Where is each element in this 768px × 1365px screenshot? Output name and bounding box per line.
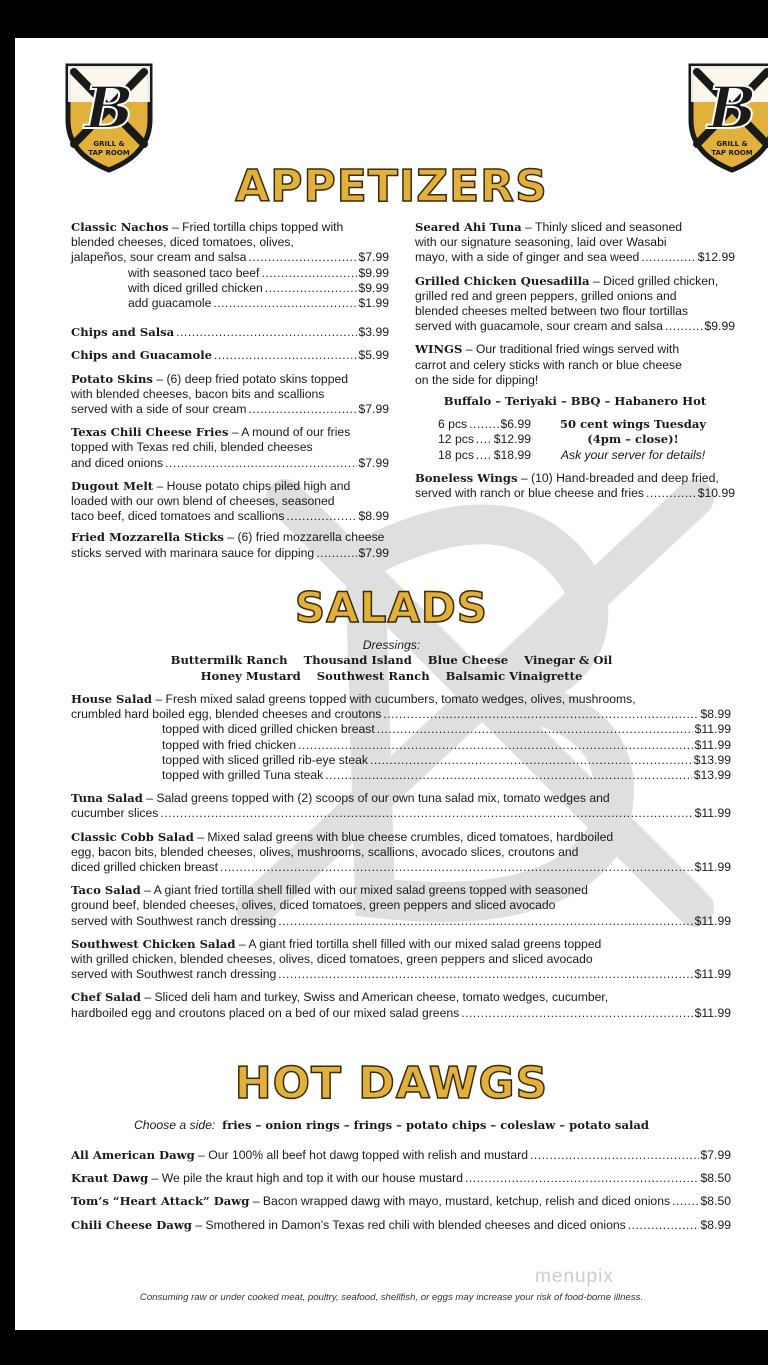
dressing-option: Buttermilk Ranch — [170, 653, 288, 668]
dressings-label: Dressings: — [362, 638, 421, 652]
option-price: $11.99 — [694, 737, 731, 752]
item-name: WINGS — [415, 342, 463, 357]
menu-item-southwest-salad — [71, 937, 731, 983]
item-desc: egg, bacon bits, blended cheeses, olives, mushrooms, scallions, avocado slices, croutons and — [71, 844, 579, 859]
menu-item-kraut-dawg — [71, 1171, 731, 1186]
item-desc: and diced onions — [71, 455, 164, 470]
item-desc: taco beef, diced tomatoes and scallions — [71, 509, 285, 524]
item-price: $5.99 — [358, 348, 389, 363]
item-desc: hardboiled egg and croutons placed on a bed of our mixed salad greens — [71, 1005, 460, 1020]
wing-sizes — [415, 417, 735, 463]
item-desc: sticks served with marinara sauce for dipping — [71, 545, 315, 560]
menu-item-wings — [415, 342, 735, 462]
item-desc: – House potato chips piled high and — [153, 478, 351, 493]
item-name: Chips and Guacamole — [71, 348, 213, 363]
size-price: $18.99 — [493, 447, 531, 462]
dressings-block — [15, 638, 768, 684]
item-desc: served with Southwest ranch dressing — [71, 913, 277, 928]
item-name: Texas Chili Cheese Fries — [71, 425, 229, 440]
logo-line1: GRILL & — [93, 140, 125, 148]
item-name: Chef Salad — [71, 990, 141, 1005]
item-price: $7.99 — [700, 1148, 731, 1162]
wing-flavors: Buffalo – Teriyaki – BBQ – Habanero Hot — [443, 394, 707, 409]
item-desc: diced grilled chicken breast — [71, 860, 219, 875]
menu-item-heart-attack-dawg — [71, 1194, 731, 1209]
item-desc: – Our traditional fried wings served with — [462, 342, 680, 357]
item-name: Classic Nachos — [71, 220, 169, 234]
menupix-watermark: menupix — [535, 1266, 614, 1287]
menu-item-mozzarella-sticks — [71, 530, 389, 560]
item-price: $8.50 — [700, 1171, 731, 1186]
dressing-option: Vinegar & Oil — [524, 653, 613, 668]
dressing-option: Southwest Ranch — [316, 668, 430, 683]
item-desc: – (6) fried mozzarella cheese — [223, 530, 385, 545]
item-name: House Salad — [71, 692, 152, 706]
item-desc: grilled red and green peppers, grilled onions and — [415, 288, 677, 303]
menu-item-chili-cheese-dawg — [71, 1218, 731, 1233]
item-desc: with our signature seasoning, laid over Wasabi — [415, 235, 667, 250]
item-name: Fried Mozzarella Sticks — [71, 530, 224, 545]
item-desc: mayo, with a side of ginger and sea weed — [415, 250, 640, 265]
menu-item-chips-guacamole — [71, 348, 389, 363]
menu-item-quesadilla — [415, 274, 735, 335]
item-price: $11.99 — [694, 967, 731, 982]
item-desc: served with Southwest ranch dressing — [71, 967, 277, 982]
item-desc: – Fried tortilla chips topped with — [168, 220, 344, 234]
item-name: Chili Cheese Dawg — [71, 1217, 192, 1232]
item-desc: on the side for dipping! — [415, 372, 539, 387]
item-desc: crumbled hard boiled egg, blended cheeses and croutons — [71, 707, 382, 722]
item-desc: – Sliced deli ham and turkey, Swiss and American cheese, tomato wedges, cucumber, — [140, 990, 609, 1005]
item-desc: blended cheeses, diced tomatoes, olives, — [71, 235, 294, 250]
option-price: $9.99 — [358, 280, 389, 295]
side-list: fries – onion rings – frings – potato chips – coleslaw – potato salad — [222, 1118, 649, 1132]
item-desc: – A mound of our fries — [228, 425, 351, 440]
logo-line2: TAP ROOM — [88, 149, 130, 157]
item-price: $7.99 — [358, 402, 389, 417]
dressing-option: Honey Mustard — [200, 668, 301, 683]
hot-dawgs-list — [71, 1148, 731, 1233]
hot-dawgs-title: HOT DAWGS — [234, 1058, 549, 1109]
item-name: All American Dawg — [71, 1148, 195, 1162]
logo-letter: B — [707, 74, 757, 142]
menu-item-chili-fries — [71, 425, 389, 471]
option-label: topped with grilled Tuna steak — [162, 768, 324, 783]
item-name: Chips and Salsa — [71, 325, 175, 340]
item-price: $8.99 — [700, 1217, 731, 1232]
item-desc: – Our 100% all beef hot dawg topped with relish and mustard — [194, 1148, 529, 1162]
side-label: Choose a side: — [134, 1118, 216, 1132]
item-desc: blended cheeses melted between two flour tortillas — [415, 304, 689, 319]
menu-item-boneless-wings — [415, 471, 735, 501]
item-price: $11.99 — [694, 1005, 731, 1020]
option-label: topped with diced grilled chicken breast — [162, 722, 375, 737]
item-desc: – Salad greens topped with (2) scoops of our own tuna salad mix, tomato wedges and — [142, 791, 610, 806]
dressing-option: Blue Cheese — [427, 653, 509, 668]
item-price: $11.99 — [694, 806, 731, 821]
item-desc: – Bacon wrapped dawg with mayo, mustard, ketchup, relish and diced onions — [249, 1194, 671, 1209]
item-desc: with grilled chicken, blended cheeses, olives, diced tomatoes, green peppers and sliced avocado — [71, 952, 593, 967]
menu-item-chef-salad — [71, 990, 731, 1020]
size-price: $12.99 — [493, 432, 531, 447]
brand-logo-left — [60, 58, 158, 174]
item-price: $8.50 — [700, 1194, 731, 1209]
item-desc: with blended cheeses, bacon bits and scallions — [71, 386, 325, 401]
menu-item-tuna-salad — [71, 791, 731, 821]
item-price: $3.99 — [358, 325, 389, 340]
brand-logo-right — [683, 58, 768, 174]
option-price: $13.99 — [693, 768, 731, 783]
item-price: $10.99 — [697, 486, 735, 501]
menu-page — [15, 38, 768, 1330]
item-desc: – Smothered in Damon’s Texas red chili with blended cheeses and diced onions — [191, 1217, 626, 1232]
item-desc: – We pile the kraut high and top it with our house mustard — [148, 1171, 463, 1186]
salads-list — [71, 692, 731, 1021]
item-desc: – Thinly sliced and seasoned — [521, 220, 683, 234]
dressing-option: Thousand Island — [303, 653, 412, 668]
salads-title: SALADS — [294, 583, 489, 632]
menu-item-all-american-dawg — [71, 1148, 731, 1163]
item-desc: – A giant fried tortilla shell filled with our mixed salad greens topped with seasoned — [140, 883, 588, 898]
item-name: Grilled Chicken Quesadilla — [415, 273, 590, 288]
logo-line2: TAP ROOM — [711, 149, 753, 157]
item-desc: – Fresh mixed salad greens topped with cucumbers, tomato wedges, olives, mushrooms, — [151, 692, 636, 706]
item-name: Tom’s “Heart Attack” Dawg — [71, 1194, 250, 1209]
food-safety-disclaimer: Consuming raw or under cooked meat, poultry, seafood, shellfish, or eggs may increase your risk of food-borne illness. — [139, 1292, 644, 1303]
item-desc: topped with Texas red chili, blended cheeses — [71, 440, 313, 455]
item-price: $7.99 — [358, 250, 389, 265]
menu-item-dugout-melt — [71, 479, 389, 525]
item-desc: loaded with our own blend of cheeses, seasoned — [71, 494, 335, 509]
promo-line: (4pm – close)! — [587, 432, 679, 447]
item-price: $8.99 — [358, 509, 389, 524]
option-label: topped with fried chicken — [162, 737, 297, 752]
option-price: $13.99 — [693, 752, 731, 767]
option-price: $11.99 — [694, 722, 731, 737]
item-price: $7.99 — [358, 455, 389, 470]
appetizers-right-column — [415, 220, 735, 501]
item-desc: served with a side of sour cream — [71, 402, 247, 417]
appetizers-left-column — [71, 220, 389, 561]
item-desc: jalapeños, sour cream and salsa — [71, 250, 247, 265]
item-desc: – Diced grilled chicken, — [589, 273, 719, 288]
item-desc: served with guacamole, sour cream and salsa — [415, 319, 663, 334]
item-desc: cucumber slices — [71, 806, 159, 821]
item-desc: – (10) Hand-breaded and deep fried, — [517, 470, 719, 485]
promo-line: Ask your server for details! — [560, 447, 706, 462]
appetizers-title: APPETIZERS — [235, 161, 548, 212]
item-name: Classic Cobb Salad — [71, 829, 194, 844]
menu-item-cobb-salad — [71, 830, 731, 876]
menu-item-potato-skins — [71, 372, 389, 418]
dressing-option: Balsamic Vinaigrette — [445, 668, 583, 683]
menu-item-classic-nachos — [71, 220, 389, 311]
item-desc: – Mixed salad greens with blue cheese crumbles, diced tomatoes, hardboiled — [193, 829, 614, 844]
logo-letter: B — [84, 74, 134, 142]
item-desc: ground beef, blended cheeses, olives, diced tomatoes, green peppers and sliced avocado — [71, 898, 556, 913]
item-price: $11.99 — [694, 860, 731, 875]
item-desc: carrot and celery sticks with ranch or blue cheese — [415, 357, 682, 372]
promo-line: 50 cent wings Tuesday — [559, 417, 707, 432]
option-price: $9.99 — [358, 265, 389, 280]
option-label: with diced grilled chicken — [128, 280, 263, 295]
item-price: $7.99 — [358, 545, 389, 560]
item-name: Seared Ahi Tuna — [415, 220, 522, 234]
side-options — [15, 1118, 768, 1132]
item-price: $8.99 — [700, 707, 731, 722]
item-desc: – (6) deep fried potato skins topped — [152, 371, 349, 386]
logo-line1: GRILL & — [716, 140, 748, 148]
option-label: add guacamole — [128, 296, 212, 311]
item-name: Kraut Dawg — [71, 1171, 149, 1186]
item-name: Southwest Chicken Salad — [71, 936, 236, 951]
option-label: topped with sliced grilled rib-eye steak — [162, 752, 368, 767]
item-desc: – A giant fried tortilla shell filled with our mixed salad greens topped — [235, 936, 602, 951]
menu-item-house-salad — [71, 692, 731, 783]
item-name: Boneless Wings — [415, 470, 518, 485]
item-desc: served with ranch or blue cheese and fries — [415, 486, 644, 501]
menu-item-chips-salsa — [71, 325, 389, 340]
size-label: 6 pcs — [438, 417, 468, 432]
item-name: Dugout Melt — [71, 478, 154, 493]
menu-item-ahi-tuna — [415, 220, 735, 266]
item-price: $12.99 — [697, 250, 735, 265]
size-price: $6.99 — [500, 417, 531, 432]
size-label: 12 pcs — [438, 432, 474, 447]
item-price: $9.99 — [704, 319, 735, 334]
item-name: Taco Salad — [71, 883, 141, 898]
option-label: with seasoned taco beef — [128, 265, 260, 280]
size-label: 18 pcs — [438, 447, 474, 462]
option-price: $1.99 — [358, 296, 389, 311]
item-name: Potato Skins — [71, 371, 153, 386]
item-price: $11.99 — [694, 913, 731, 928]
item-name: Tuna Salad — [71, 791, 143, 806]
menu-item-taco-salad — [71, 883, 731, 929]
